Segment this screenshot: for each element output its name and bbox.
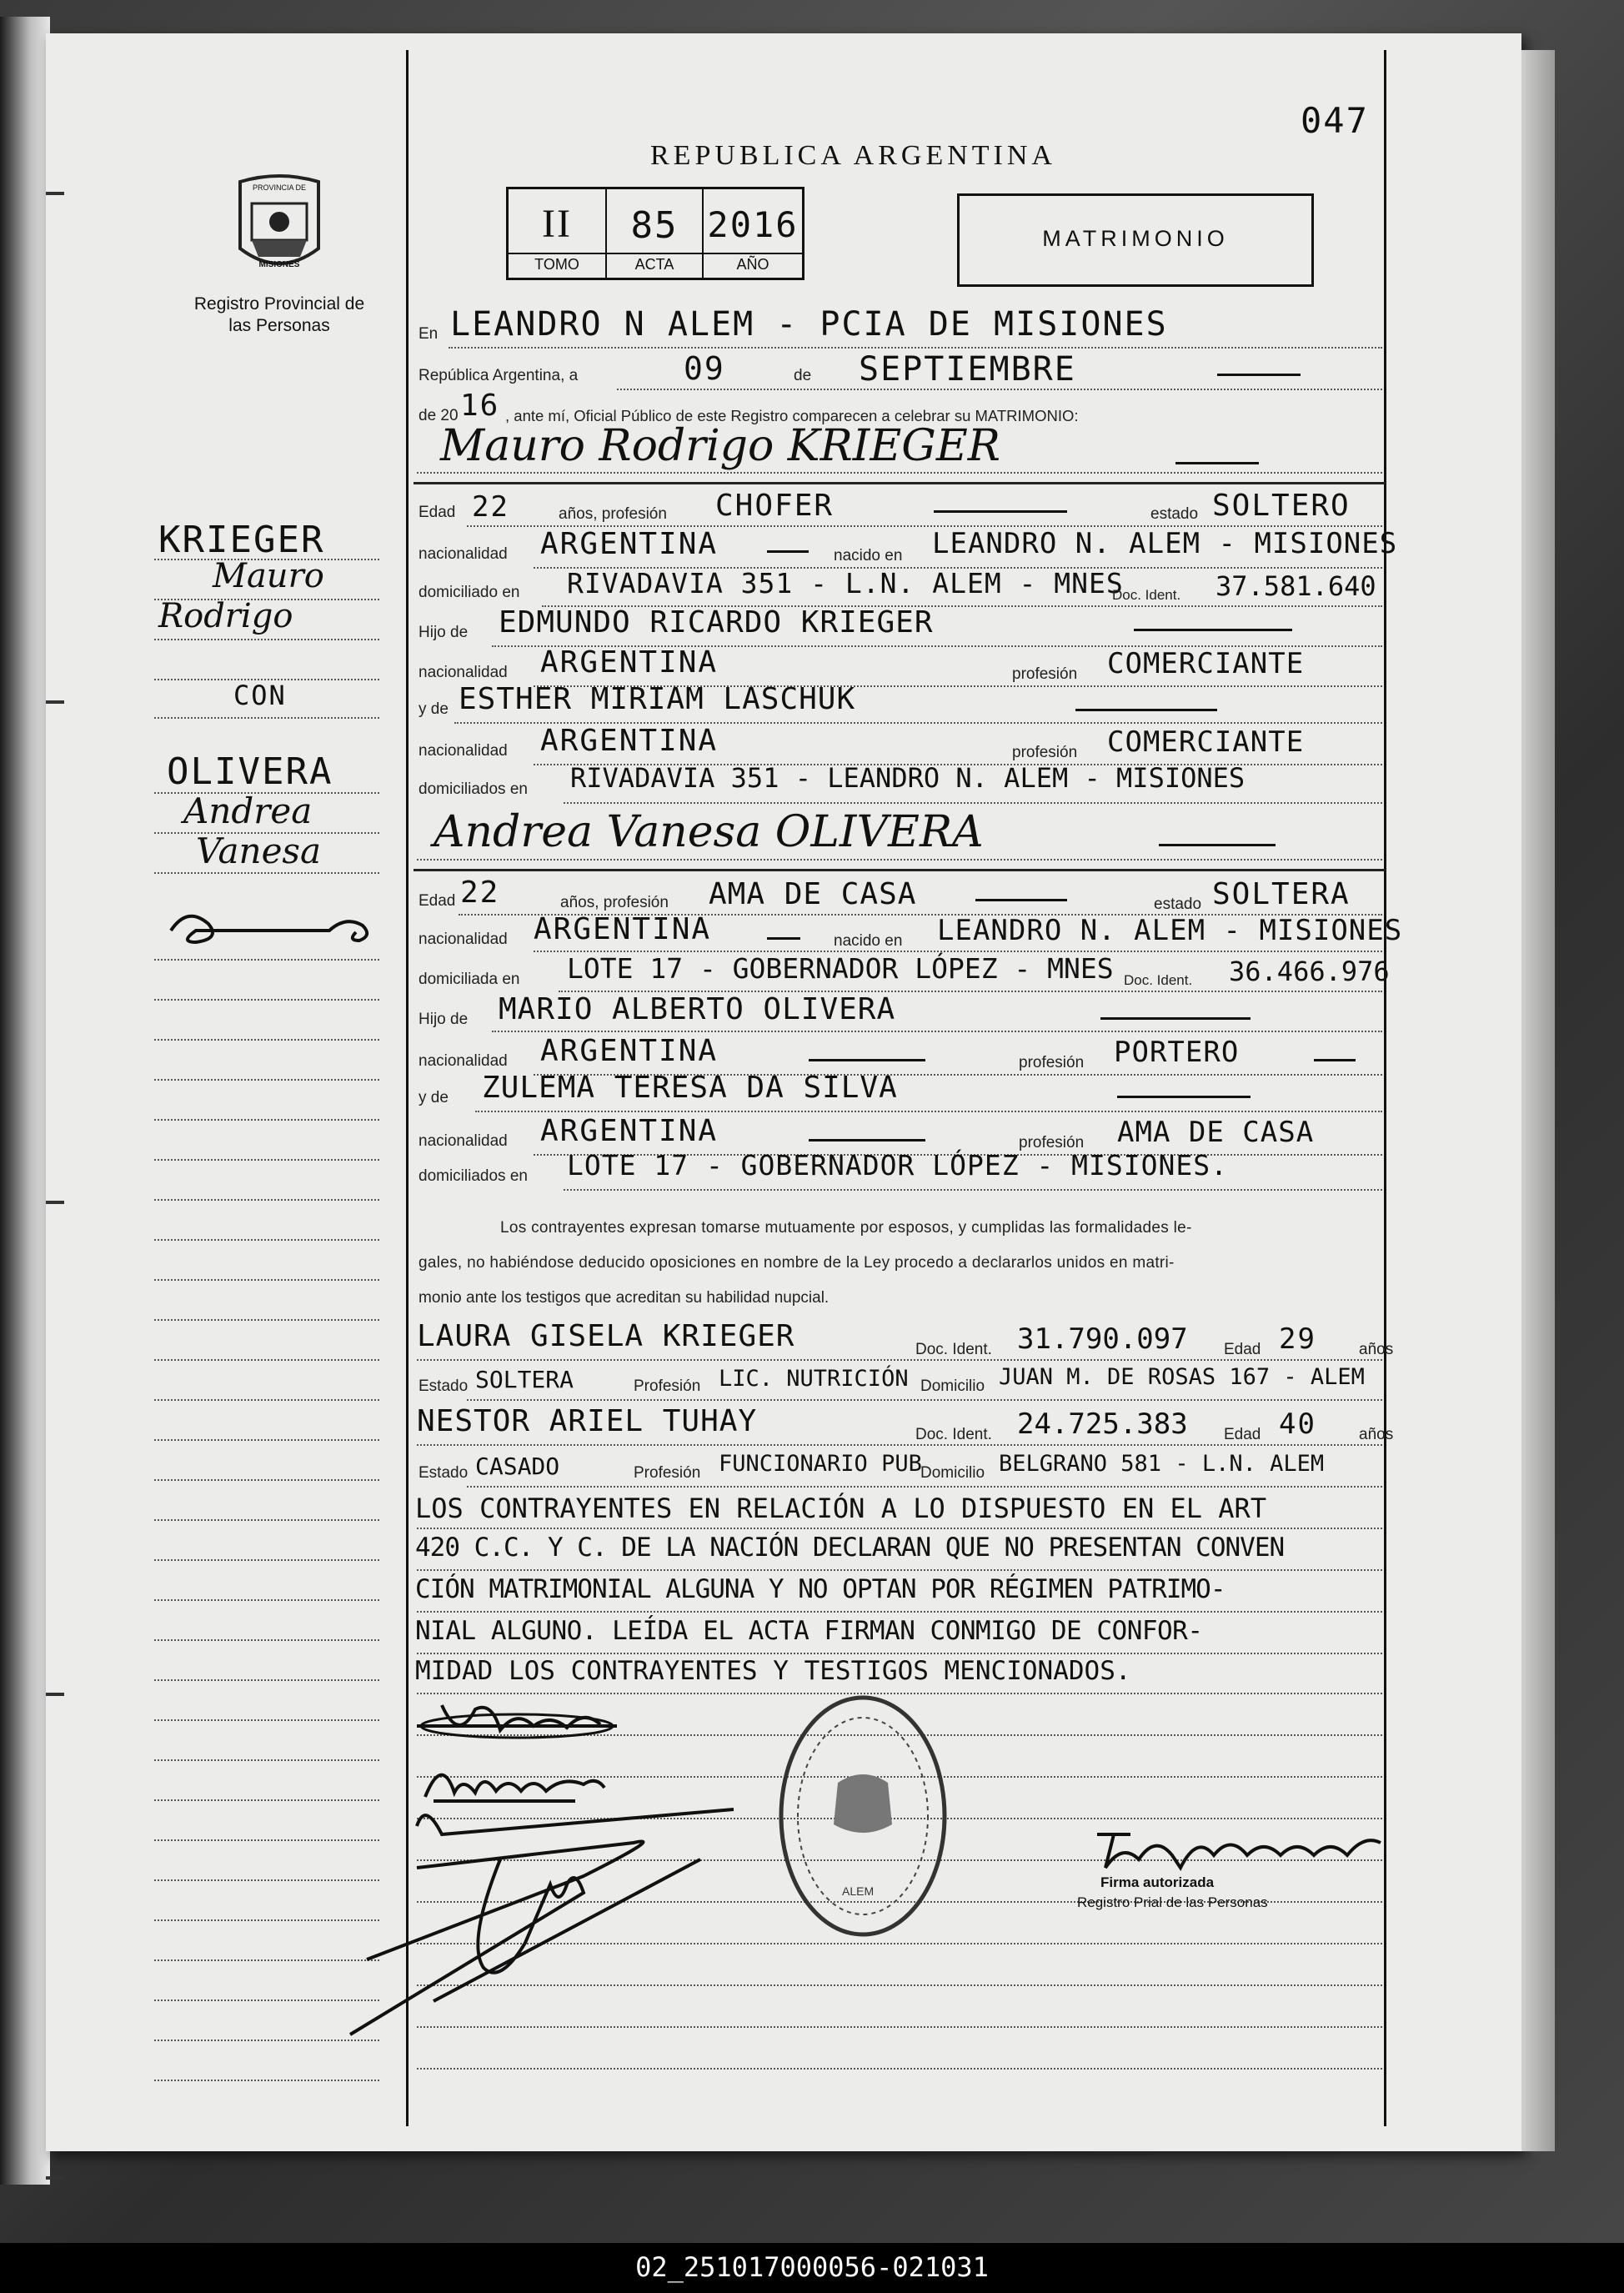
witness1-status: SOLTERA — [475, 1366, 574, 1393]
witness2-doc: 24.725.383 — [1017, 1407, 1188, 1441]
witness1-age: 29 — [1279, 1322, 1316, 1356]
province-logo: PROVINCIA DE MISIONES — [233, 173, 325, 280]
book-spine — [0, 17, 50, 2185]
binding-mark — [46, 192, 64, 195]
binding-mark — [46, 2176, 64, 2180]
stamp-line-2: Registro Prial de las Personas — [1077, 1894, 1268, 1910]
witness1-name: LAURA GISELA KRIEGER — [417, 1319, 795, 1353]
notes-line-1: LOS CONTRAYENTES EN RELACIÓN A LO DISPUESTO EN EL ART — [415, 1493, 1267, 1524]
groom-parents-address: RIVADAVIA 351 - LEANDRO N. ALEM - MISIONES — [570, 762, 1246, 794]
witness2-status: CASADO — [475, 1453, 560, 1480]
groom-address: RIVADAVIA 351 - L.N. ALEM - MNES — [567, 567, 1124, 600]
notes-line-2: 420 C.C. Y C. DE LA NACIÓN DECLARAN QUE NO PRESENTAN CONVEN — [415, 1533, 1285, 1563]
witness2-profession: FUNCIONARIO PUB — [719, 1451, 922, 1477]
groom-doc: 37.581.640 — [1215, 570, 1376, 602]
acta-value: 85 — [630, 204, 679, 247]
bride-father: MARIO ALBERTO OLIVERA — [499, 992, 896, 1026]
groom-full-name: Mauro Rodrigo KRIEGER — [440, 421, 1000, 471]
groom-birthplace: LEANDRO N. ALEM - MISIONES — [932, 527, 1398, 560]
margin-bride-name-2: Vanesa — [196, 830, 322, 871]
groom-status: SOLTERO — [1212, 489, 1351, 523]
right-rule — [1384, 50, 1386, 2126]
bride-father-profession: PORTERO — [1114, 1036, 1240, 1069]
groom-signature — [409, 1693, 625, 1755]
record-type: MATRIMONIO — [1042, 226, 1229, 251]
groom-mother-profession: COMERCIANTE — [1107, 725, 1305, 759]
bride-mother-profession: AMA DE CASA — [1117, 1116, 1315, 1149]
anio-value: 2016 — [707, 204, 799, 245]
registry-name: Registro Provincial de las Personas — [193, 294, 365, 335]
notes-line-5: MIDAD LOS CONTRAYENTES Y TESTIGOS MENCIONADOS. — [415, 1656, 1131, 1686]
year-suffix: 16 — [460, 389, 500, 423]
notes-line-3: CIÓN MATRIMONIAL ALGUNA Y NO OPTAN POR RÉGIMEN PATRIMO- — [415, 1574, 1226, 1604]
record-ref-box: II 85 2016 TOMO ACTA AÑO — [506, 187, 804, 280]
place: LEANDRO N ALEM - PCIA DE MISIONES — [450, 305, 1168, 344]
margin-bride-surname: OLIVERA — [167, 750, 333, 793]
bride-mother-nationality: ARGENTINA — [540, 1114, 719, 1148]
bride-mother: ZULEMA TERESA DA SILVA — [482, 1071, 898, 1105]
groom-profession: CHOFER — [715, 489, 835, 523]
official-seal: ALEM — [775, 1691, 950, 1941]
bride-address: LOTE 17 - GOBERNADOR LÓPEZ - MNES — [567, 952, 1114, 985]
country-heading: REPUBLICA ARGENTINA — [650, 140, 1056, 171]
witness2-address: BELGRANO 581 - L.N. ALEM — [999, 1451, 1325, 1477]
groom-father-nationality: ARGENTINA — [540, 645, 719, 680]
witnesses-signatures — [333, 1793, 750, 2047]
stamp-line-1: Firma autorizada — [1100, 1874, 1215, 1890]
margin-con: CON — [233, 680, 287, 711]
groom-father: EDMUNDO RICARDO KRIEGER — [499, 605, 934, 640]
record-type-box — [957, 193, 1314, 287]
page-edge — [1521, 50, 1555, 2151]
bride-profession: AMA DE CASA — [709, 877, 917, 911]
bride-father-nationality: ARGENTINA — [540, 1034, 719, 1068]
bride-nationality: ARGENTINA — [534, 912, 712, 946]
groom-age: 22 — [472, 490, 509, 524]
margin-groom-name-1: Mauro — [213, 557, 324, 595]
witness1-doc: 31.790.097 — [1017, 1322, 1188, 1356]
bride-full-name: Andrea Vanesa OLIVERA — [434, 807, 984, 857]
binding-mark — [46, 700, 64, 704]
binding-mark — [46, 1201, 64, 1204]
witness1-profession: LIC. NUTRICIÓN — [719, 1366, 909, 1392]
page-number: 047 — [1301, 100, 1369, 141]
declaration-line-2: gales, no habiéndose deducido oposiciones en nombre de la Ley procedo a declararlos unidos en matri- — [419, 1254, 1175, 1272]
groom-nationality: ARGENTINA — [540, 527, 719, 561]
notes-line-4: NIAL ALGUNO. LEÍDA EL ACTA FIRMAN CONMIGO DE CONFOR- — [415, 1616, 1203, 1646]
bride-parents-address: LOTE 17 - GOBERNADOR LÓPEZ - MISIONES. — [567, 1149, 1228, 1182]
groom-father-profession: COMERCIANTE — [1107, 647, 1305, 680]
declaration-line-3: monio ante los testigos que acreditan su habilidad nupcial. — [419, 1289, 830, 1307]
month: SEPTIEMBRE — [859, 350, 1076, 389]
witness2-name: NESTOR ARIEL TUHAY — [417, 1404, 758, 1438]
binding-mark — [46, 1693, 64, 1696]
bride-doc: 36.466.976 — [1229, 956, 1390, 987]
bride-age: 22 — [460, 876, 500, 910]
bride-status: SOLTERA — [1212, 877, 1351, 911]
witness2-age: 40 — [1279, 1407, 1316, 1441]
declaration-line-1: Los contrayentes expresan tomarse mutuamente por esposos, y cumplidas las formalidades le- — [500, 1219, 1192, 1237]
footer-code: 02_251017000056-021031 — [635, 2251, 989, 2283]
day: 09 — [684, 350, 725, 387]
margin-groom-name-2: Rodrigo — [158, 597, 293, 635]
tomo-value: II — [542, 202, 572, 246]
margin-bride-name-1: Andrea — [183, 790, 313, 831]
groom-mother: ESTHER MIRIAM LASCHUK — [459, 682, 856, 716]
groom-mother-nationality: ARGENTINA — [540, 724, 719, 758]
margin-flourish — [163, 906, 388, 960]
witness1-address: JUAN M. DE ROSAS 167 - ALEM — [999, 1364, 1365, 1390]
margin-groom-surname: KRIEGER — [158, 519, 325, 561]
bride-birthplace: LEANDRO N. ALEM - MISIONES — [937, 914, 1403, 947]
